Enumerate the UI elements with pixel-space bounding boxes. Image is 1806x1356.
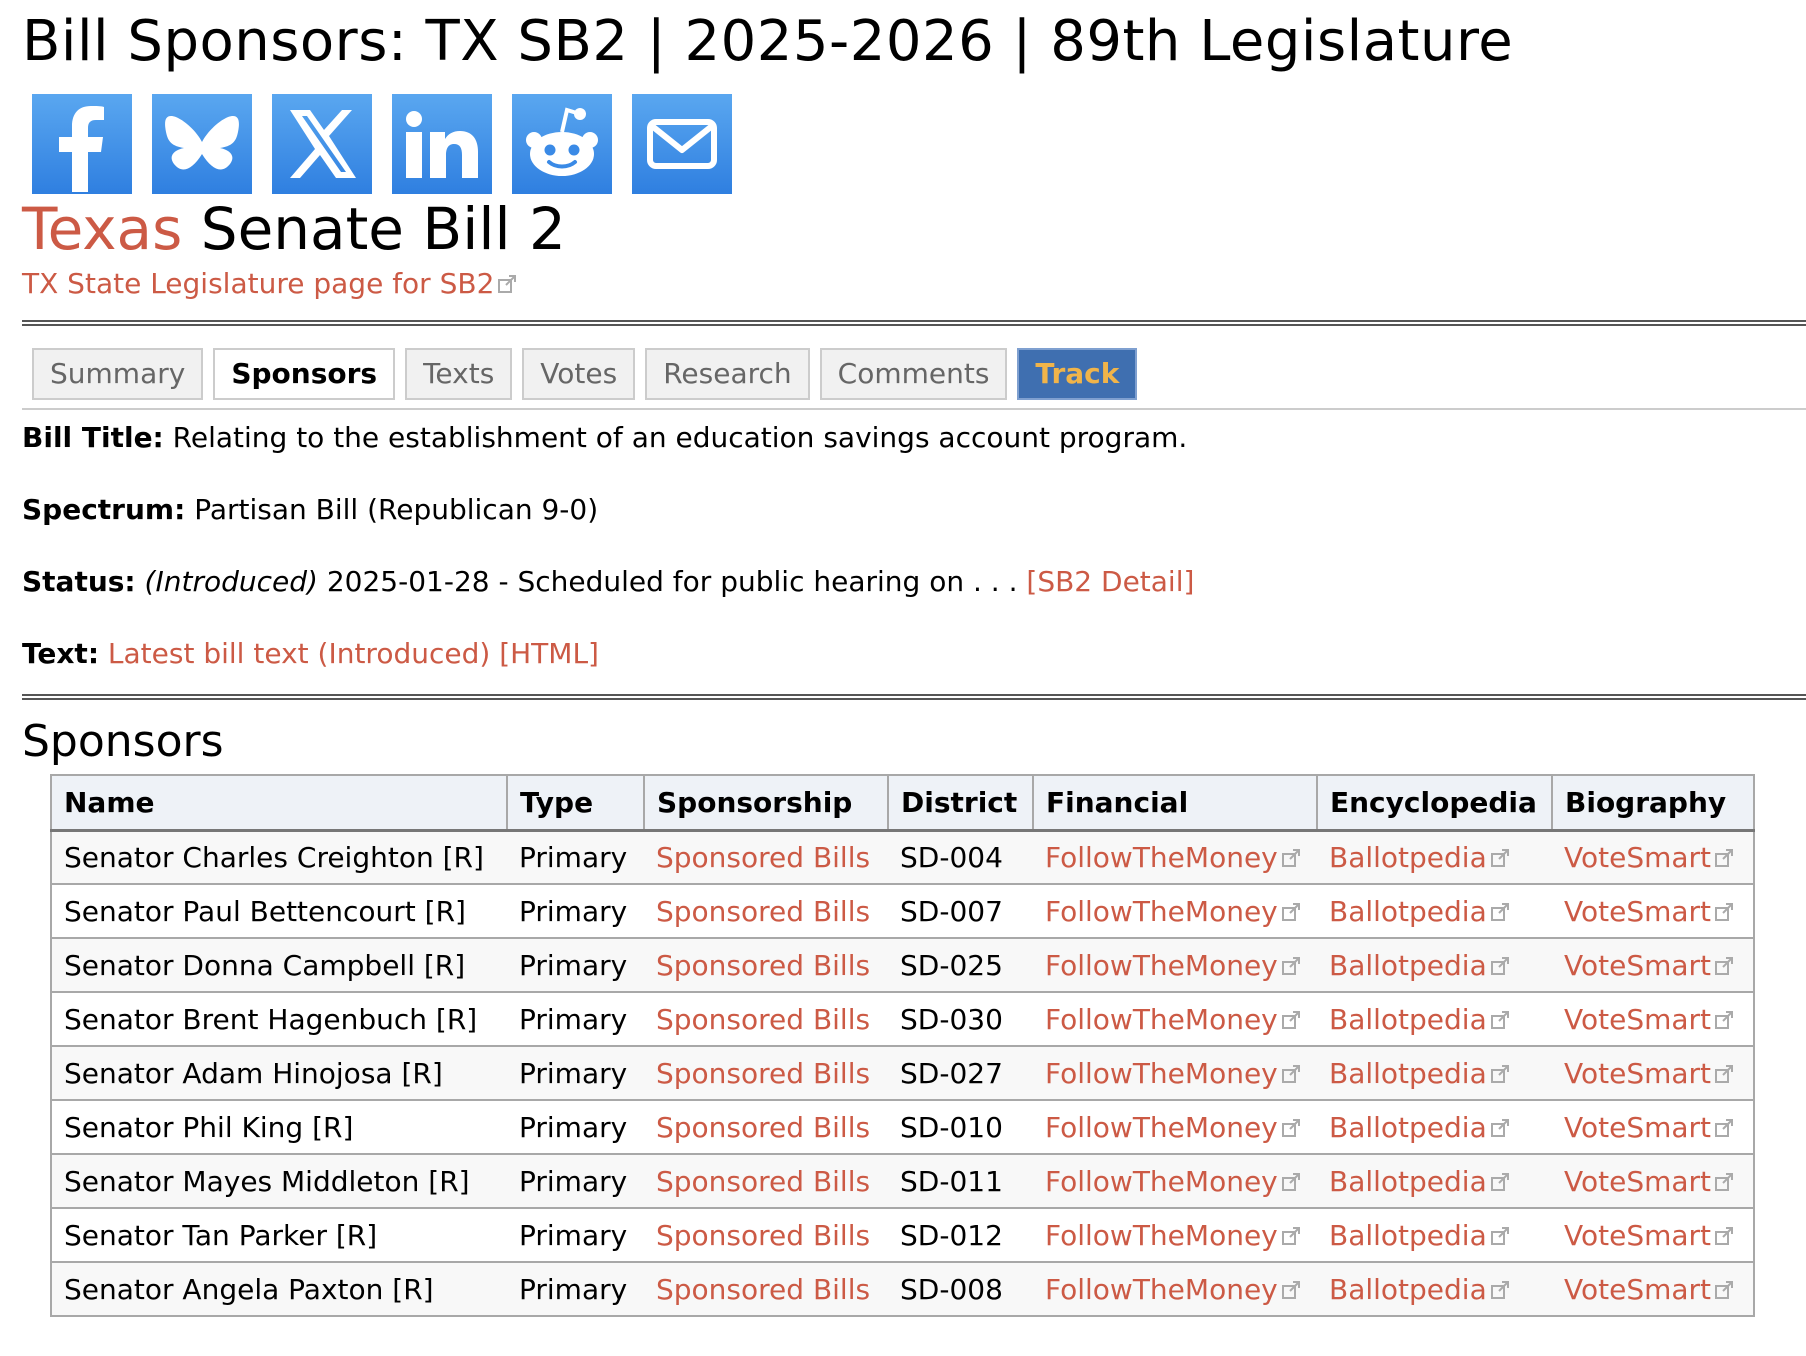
financial-cell: [1033, 1100, 1317, 1154]
votesmart-link[interactable]: [1564, 1273, 1734, 1306]
sponsor-district: SD-012: [888, 1208, 1033, 1262]
text-label: Text:: [22, 637, 100, 670]
bill-name: Senate Bill 2: [200, 195, 566, 263]
financial-cell: [1033, 884, 1317, 938]
biography-cell: [1552, 938, 1754, 992]
followthemoney-link[interactable]: [1045, 841, 1301, 874]
table-row: [51, 1100, 1754, 1154]
sponsors-heading: Sponsors: [22, 716, 224, 767]
financial-cell: [1033, 992, 1317, 1046]
sponsorship-cell: [644, 1100, 888, 1154]
followthemoney-label: FollowTheMoney: [1045, 1272, 1278, 1306]
encyclopedia-cell: [1317, 1262, 1552, 1316]
external-link-icon: [1281, 848, 1301, 868]
ballotpedia-link[interactable]: [1329, 895, 1510, 928]
external-link-icon: [1490, 1064, 1510, 1084]
votesmart-link[interactable]: [1564, 949, 1734, 982]
votesmart-label: VoteSmart: [1564, 948, 1712, 982]
votesmart-label: VoteSmart: [1564, 894, 1712, 928]
section-divider: [22, 320, 1806, 326]
legislature-page-link[interactable]: [22, 266, 517, 302]
spectrum-value: Partisan Bill (Republican 9-0): [194, 493, 599, 526]
sponsor-type: Primary: [507, 884, 644, 938]
reddit-icon: [512, 94, 612, 194]
encyclopedia-cell: [1317, 1208, 1552, 1262]
votesmart-link[interactable]: [1564, 895, 1734, 928]
votesmart-label: VoteSmart: [1564, 1110, 1712, 1144]
sponsor-name: Senator Adam Hinojosa [R]: [51, 1046, 507, 1100]
sponsors-table-body: [51, 830, 1754, 1316]
external-link-icon: [1281, 1280, 1301, 1300]
status-line: [22, 564, 1806, 600]
external-link-icon: [1714, 1010, 1734, 1030]
external-link-icon: [1281, 902, 1301, 922]
bill-title-value: Relating to the establishment of an education savings account program.: [172, 421, 1188, 454]
external-link-icon: [1714, 848, 1734, 868]
biography-cell: [1552, 1262, 1754, 1316]
email-icon: [632, 94, 732, 194]
sponsored-bills-link[interactable]: Sponsored Bills: [656, 1218, 871, 1252]
external-link-icon: [1490, 1280, 1510, 1300]
sponsorship-cell: [644, 1262, 888, 1316]
sponsor-district: SD-008: [888, 1262, 1033, 1316]
bill-state: Texas: [22, 195, 183, 263]
biography-cell: [1552, 884, 1754, 938]
bill-info: [22, 420, 1806, 672]
tab-texts[interactable]: Texts: [405, 348, 512, 400]
table-row: [51, 1154, 1754, 1208]
followthemoney-label: FollowTheMoney: [1045, 1110, 1278, 1144]
table-row: [51, 830, 1754, 884]
facebook-share-button[interactable]: [32, 94, 132, 194]
ballotpedia-link[interactable]: [1329, 1273, 1510, 1306]
external-link-icon: [1490, 1172, 1510, 1192]
followthemoney-label: FollowTheMoney: [1045, 1218, 1278, 1252]
sponsor-type: Primary: [507, 992, 644, 1046]
column-header: Encyclopedia: [1317, 775, 1552, 830]
biography-cell: [1552, 1046, 1754, 1100]
x-share-button[interactable]: [272, 94, 372, 194]
sponsored-bills-link[interactable]: Sponsored Bills: [656, 1164, 871, 1198]
ballotpedia-label: Ballotpedia: [1329, 1272, 1487, 1306]
followthemoney-link[interactable]: [1045, 1219, 1301, 1252]
financial-cell: [1033, 1046, 1317, 1100]
legislature-link-label: TX State Legislature page for SB2: [22, 267, 495, 300]
sponsor-name: Senator Paul Bettencourt [R]: [51, 884, 507, 938]
share-bar: [32, 94, 1806, 194]
x-icon: [272, 94, 372, 194]
sponsorship-cell: [644, 884, 888, 938]
sponsorship-cell: [644, 1208, 888, 1262]
sponsorship-cell: [644, 938, 888, 992]
sponsored-bills-link[interactable]: Sponsored Bills: [656, 1002, 871, 1036]
sponsor-district: SD-010: [888, 1100, 1033, 1154]
external-link-icon: [1490, 1118, 1510, 1138]
sponsor-name: Senator Angela Paxton [R]: [51, 1262, 507, 1316]
status-label: Status:: [22, 565, 136, 598]
financial-cell: [1033, 1208, 1317, 1262]
ballotpedia-label: Ballotpedia: [1329, 1002, 1487, 1036]
votesmart-label: VoteSmart: [1564, 1002, 1712, 1036]
biography-cell: [1552, 1208, 1754, 1262]
followthemoney-link[interactable]: [1045, 1165, 1301, 1198]
followthemoney-link[interactable]: [1045, 949, 1301, 982]
table-row: [51, 1046, 1754, 1100]
external-link-icon: [1281, 1118, 1301, 1138]
external-link-icon: [1490, 1226, 1510, 1246]
sponsorship-cell: [644, 830, 888, 884]
column-header: Name: [51, 775, 507, 830]
financial-cell: [1033, 1154, 1317, 1208]
ballotpedia-label: Ballotpedia: [1329, 840, 1487, 874]
sponsor-district: SD-027: [888, 1046, 1033, 1100]
external-link-icon: [1281, 1010, 1301, 1030]
tab-sponsors[interactable]: Sponsors: [213, 348, 395, 400]
tabs-divider: [22, 408, 1806, 410]
column-header: Financial: [1033, 775, 1317, 830]
section-divider: [22, 694, 1806, 700]
external-link-icon: [1714, 1118, 1734, 1138]
ballotpedia-label: Ballotpedia: [1329, 1110, 1487, 1144]
followthemoney-link[interactable]: [1045, 895, 1301, 928]
financial-cell: [1033, 938, 1317, 992]
followthemoney-label: FollowTheMoney: [1045, 894, 1278, 928]
sponsorship-cell: [644, 1046, 888, 1100]
sponsors-table: [50, 774, 1755, 1317]
external-link-icon: [1490, 1010, 1510, 1030]
sponsor-name: Senator Charles Creighton [R]: [51, 830, 507, 884]
external-link-icon: [497, 274, 517, 294]
followthemoney-link[interactable]: [1045, 1057, 1301, 1090]
table-row: [51, 1262, 1754, 1316]
sponsored-bills-link[interactable]: Sponsored Bills: [656, 894, 871, 928]
bluesky-share-button[interactable]: [152, 94, 252, 194]
encyclopedia-cell: [1317, 830, 1552, 884]
encyclopedia-cell: [1317, 992, 1552, 1046]
bill-detail-link[interactable]: [SB2 Detail]: [1026, 565, 1195, 598]
ballotpedia-link[interactable]: [1329, 1057, 1510, 1090]
sponsor-district: SD-007: [888, 884, 1033, 938]
votesmart-label: VoteSmart: [1564, 1056, 1712, 1090]
ballotpedia-link[interactable]: [1329, 1219, 1510, 1252]
biography-cell: [1552, 1100, 1754, 1154]
column-header: District: [888, 775, 1033, 830]
votesmart-label: VoteSmart: [1564, 840, 1712, 874]
encyclopedia-cell: [1317, 1154, 1552, 1208]
email-share-button[interactable]: [632, 94, 732, 194]
votesmart-label: VoteSmart: [1564, 1164, 1712, 1198]
votesmart-link[interactable]: [1564, 1003, 1734, 1036]
facebook-icon: [32, 94, 132, 194]
ballotpedia-link[interactable]: [1329, 1003, 1510, 1036]
sponsored-bills-link[interactable]: Sponsored Bills: [656, 1110, 871, 1144]
ballotpedia-label: Ballotpedia: [1329, 1056, 1487, 1090]
sponsor-district: SD-011: [888, 1154, 1033, 1208]
votesmart-link[interactable]: [1564, 1165, 1734, 1198]
followthemoney-link[interactable]: [1045, 1003, 1301, 1036]
sponsored-bills-link[interactable]: Sponsored Bills: [656, 948, 871, 982]
encyclopedia-cell: [1317, 1100, 1552, 1154]
sponsorship-cell: [644, 992, 888, 1046]
votesmart-link[interactable]: [1564, 841, 1734, 874]
table-header-row: [51, 775, 1754, 830]
linkedin-share-button[interactable]: [392, 94, 492, 194]
spectrum-line: [22, 492, 1806, 528]
external-link-icon: [1281, 956, 1301, 976]
bill-title-line: [22, 420, 1806, 456]
external-link-icon: [1281, 1226, 1301, 1246]
followthemoney-label: FollowTheMoney: [1045, 948, 1278, 982]
followthemoney-label: FollowTheMoney: [1045, 1164, 1278, 1198]
external-link-icon: [1281, 1064, 1301, 1084]
ballotpedia-label: Ballotpedia: [1329, 948, 1487, 982]
ballotpedia-link[interactable]: [1329, 1111, 1510, 1144]
encyclopedia-cell: [1317, 1046, 1552, 1100]
sponsor-type: Primary: [507, 830, 644, 884]
external-link-icon: [1714, 902, 1734, 922]
financial-cell: [1033, 1262, 1317, 1316]
sponsor-type: Primary: [507, 1262, 644, 1316]
sponsor-type: Primary: [507, 1208, 644, 1262]
column-header: Type: [507, 775, 644, 830]
ballotpedia-link[interactable]: [1329, 949, 1510, 982]
encyclopedia-cell: [1317, 938, 1552, 992]
ballotpedia-label: Ballotpedia: [1329, 1218, 1487, 1252]
sponsor-district: SD-025: [888, 938, 1033, 992]
sponsor-district: SD-004: [888, 830, 1033, 884]
external-link-icon: [1714, 1064, 1734, 1084]
biography-cell: [1552, 992, 1754, 1046]
followthemoney-link[interactable]: [1045, 1111, 1301, 1144]
external-link-icon: [1490, 848, 1510, 868]
sponsored-bills-link[interactable]: Sponsored Bills: [656, 1272, 871, 1306]
latest-bill-text-link[interactable]: Latest bill text (Introduced) [HTML]: [107, 637, 599, 670]
status-stage: (Introduced): [144, 565, 318, 598]
sponsor-district: SD-030: [888, 992, 1033, 1046]
external-link-icon: [1714, 1226, 1734, 1246]
sponsored-bills-link[interactable]: Sponsored Bills: [656, 840, 871, 874]
followthemoney-label: FollowTheMoney: [1045, 1002, 1278, 1036]
page-title: Bill Sponsors: TX SB2 | 2025-2026 | 89th Legislature: [22, 9, 1514, 74]
sponsor-name: Senator Phil King [R]: [51, 1100, 507, 1154]
tab-comments[interactable]: Comments: [820, 348, 1008, 400]
external-link-icon: [1490, 902, 1510, 922]
external-link-icon: [1714, 1280, 1734, 1300]
external-link-icon: [1714, 1172, 1734, 1192]
spectrum-label: Spectrum:: [22, 493, 186, 526]
ballotpedia-label: Ballotpedia: [1329, 894, 1487, 928]
votesmart-link[interactable]: [1564, 1057, 1734, 1090]
tab-research[interactable]: Research: [645, 348, 809, 400]
votesmart-label: VoteSmart: [1564, 1218, 1712, 1252]
sponsor-type: Primary: [507, 1154, 644, 1208]
tab-votes[interactable]: Votes: [522, 348, 635, 400]
external-link-icon: [1281, 1172, 1301, 1192]
table-row: [51, 1208, 1754, 1262]
sponsor-type: Primary: [507, 1100, 644, 1154]
sponsor-type: Primary: [507, 1046, 644, 1100]
bill-tabs: [32, 348, 1806, 400]
reddit-share-button[interactable]: [512, 94, 612, 194]
sponsor-name: Senator Tan Parker [R]: [51, 1208, 507, 1262]
followthemoney-label: FollowTheMoney: [1045, 1056, 1278, 1090]
sponsorship-cell: [644, 1154, 888, 1208]
votesmart-link[interactable]: [1564, 1219, 1734, 1252]
ballotpedia-link[interactable]: [1329, 1165, 1510, 1198]
bill-name-heading: [22, 194, 1806, 264]
table-row: [51, 884, 1754, 938]
sponsor-name: Senator Brent Hagenbuch [R]: [51, 992, 507, 1046]
sponsor-name: Senator Donna Campbell [R]: [51, 938, 507, 992]
encyclopedia-cell: [1317, 884, 1552, 938]
bill-title-label: Bill Title:: [22, 421, 164, 454]
followthemoney-link[interactable]: [1045, 1273, 1301, 1306]
bluesky-icon: [152, 94, 252, 194]
external-link-icon: [1490, 956, 1510, 976]
track-button[interactable]: Track: [1017, 348, 1137, 400]
sponsor-name: Senator Mayes Middleton [R]: [51, 1154, 507, 1208]
sponsor-type: Primary: [507, 938, 644, 992]
sponsored-bills-link[interactable]: Sponsored Bills: [656, 1056, 871, 1090]
text-line: [22, 636, 1806, 672]
tab-summary[interactable]: Summary: [32, 348, 203, 400]
column-header: Biography: [1552, 775, 1754, 830]
external-link-icon: [1714, 956, 1734, 976]
column-header: Sponsorship: [644, 775, 888, 830]
table-row: [51, 992, 1754, 1046]
ballotpedia-link[interactable]: [1329, 841, 1510, 874]
biography-cell: [1552, 830, 1754, 884]
financial-cell: [1033, 830, 1317, 884]
biography-cell: [1552, 1154, 1754, 1208]
table-row: [51, 938, 1754, 992]
ballotpedia-label: Ballotpedia: [1329, 1164, 1487, 1198]
linkedin-icon: [392, 94, 492, 194]
status-value: 2025-01-28 - Scheduled for public hearing on . . .: [326, 565, 1018, 598]
votesmart-label: VoteSmart: [1564, 1272, 1712, 1306]
votesmart-link[interactable]: [1564, 1111, 1734, 1144]
followthemoney-label: FollowTheMoney: [1045, 840, 1278, 874]
